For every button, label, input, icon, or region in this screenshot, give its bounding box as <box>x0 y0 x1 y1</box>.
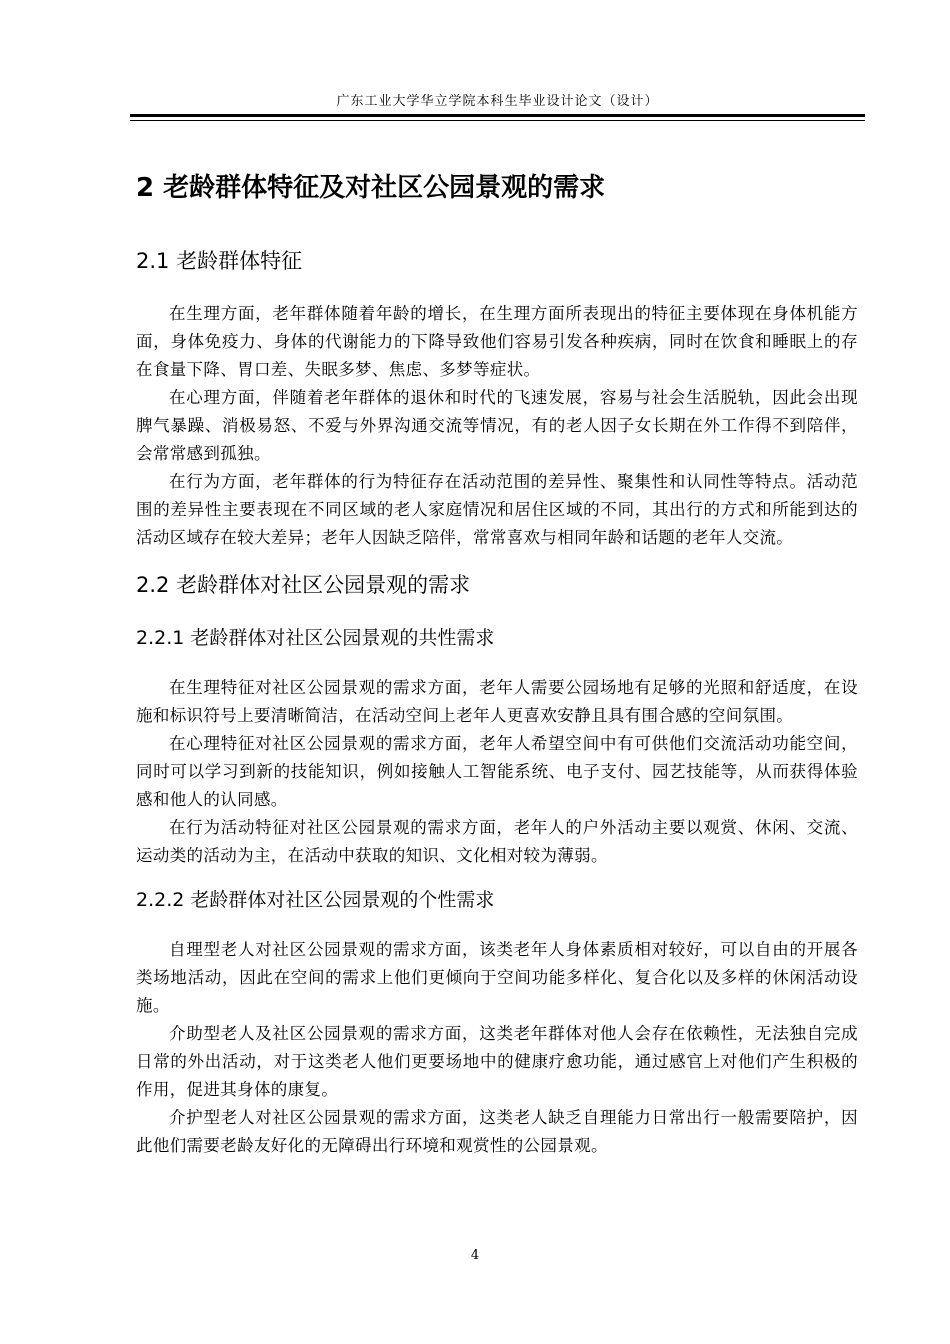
header-rule-thin <box>130 120 865 121</box>
running-header: 广东工业大学华立学院本科生毕业设计论文（设计） <box>336 94 659 109</box>
paragraph: 在行为活动特征对社区公园景观的需求方面，老年人的户外活动主要以观赏、休闲、交流、运动类的活动为主，在活动中获取的知识、文化相对较为薄弱。 <box>136 818 858 865</box>
header-rule-thick <box>130 114 865 117</box>
chapter-title: 2 老龄群体特征及对社区公园景观的需求 <box>136 173 606 203</box>
paragraph: 介护型老人对社区公园景观的需求方面，这类老人缺乏自理能力日常出行一般需要陪护，因此他们需要老龄友好化的无障碍出行环境和观赏性的公园景观。 <box>136 1108 858 1155</box>
paragraph: 自理型老人对社区公园景观的需求方面，该类老年人身体素质相对较好，可以自由的开展各类场地活动，因此在空间的需求上他们更倾向于空间功能多样化、复合化以及多样的休闲活动设施。 <box>136 940 858 1015</box>
section-2-1-title: 2.1 老龄群体特征 <box>136 249 303 273</box>
paragraph: 在行为方面，老年群体的行为特征存在活动范围的差异性、聚集性和认同性等特点。活动范围的差异性主要表现在不同区域的老人家庭情况和居住区域的不同，其出行的方式和所能到达的活动区域存在较大差异；老年人因缺乏陪伴，常常喜欢与相同年龄和话题的老年人交流。 <box>136 472 858 547</box>
paragraph: 在心理特征对社区公园景观的需求方面，老年人希望空间中有可供他们交流活动功能空间，同时可以学习到新的技能知识，例如接触人工智能系统、电子支付、园艺技能等，从而获得体验感和他人的认同感。 <box>136 734 858 809</box>
paragraph: 在生理方面，老年群体随着年龄的增长，在生理方面所表现出的特征主要体现在身体机能方面，身体免疫力、身体的代谢能力的下降导致他们容易引发各种疾病，同时在饮食和睡眠上的存在食量下降、胃口差、失眠多梦、焦虑、多梦等症状。 <box>136 304 858 379</box>
paragraph: 介助型老人及社区公园景观的需求方面，这类老年群体对他人会存在依赖性，无法独自完成日常的外出活动，对于这类老人他们更要场地中的健康疗愈功能，通过感官上对他们产生积极的作用，促进其身体的康复。 <box>136 1024 858 1099</box>
page-number: 4 <box>470 1248 480 1263</box>
paragraph: 在心理方面，伴随着老年群体的退休和时代的飞速发展，容易与社会生活脱轨，因此会出现脾气暴躁、消极易怒、不爱与外界沟通交流等情况，有的老人因子女长期在外工作得不到陪伴，会常常感到孤独。 <box>136 388 858 463</box>
section-2-2-2-title: 2.2.2 老龄群体对社区公园景观的个性需求 <box>136 889 495 911</box>
paragraph: 在生理特征对社区公园景观的需求方面，老年人需要公园场地有足够的光照和舒适度，在设施和标识符号上要清晰简洁，在活动空间上老年人更喜欢安静且具有围合感的空间氛围。 <box>136 678 858 725</box>
section-2-2-title: 2.2 老龄群体对社区公园景观的需求 <box>136 573 471 597</box>
page-body <box>136 168 858 1160</box>
section-2-2-1-title: 2.2.1 老龄群体对社区公园景观的共性需求 <box>136 627 495 649</box>
